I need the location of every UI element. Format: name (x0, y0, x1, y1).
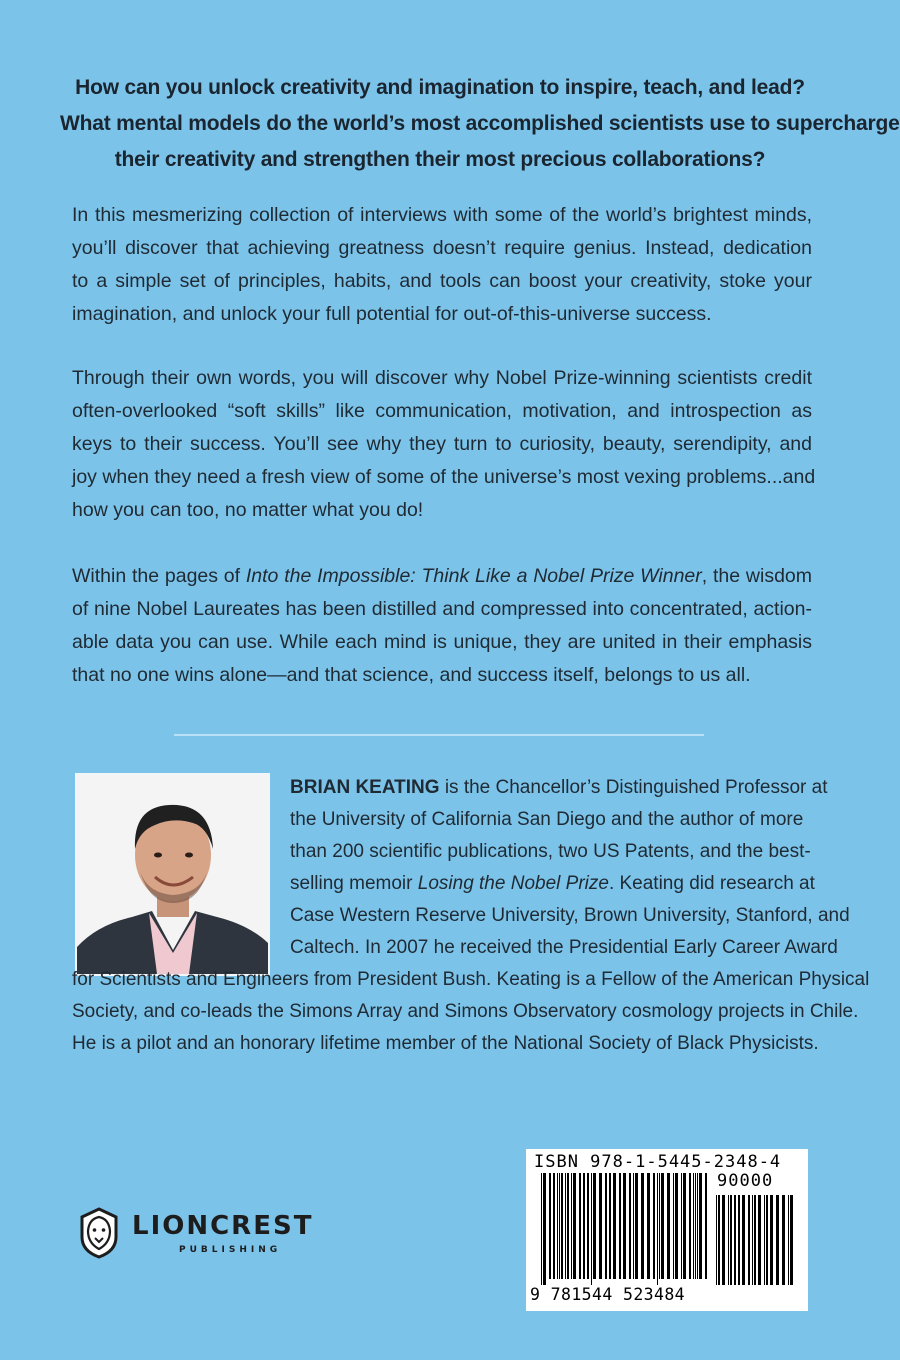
paragraph-intro: In this mesmerizing collection of interviews with some of the world’s brightest minds, you’ll discover that achieving greatness doesn’t require genius. Instead, dedication to a simple set of principles, habits, and tools can boost your creativity, stoke your imagination, and unlock your full potential for out-of-this-universe success. (72, 204, 812, 325)
barcode-bar (782, 1195, 785, 1285)
paragraph-laureates: Within the pages of Into the Impossible: Think Like a Nobel Prize Winner, the wisdom of nine Nobel Laureates has been distilled and compressed into concentrated, action- able data you can use. While each mind is unique, they are united in their emphasis that no one wins alone—and that science, and success itself, belongs to us all. (72, 560, 812, 692)
barcode-bar (609, 1173, 611, 1279)
barcode-bar (693, 1173, 694, 1279)
barcode-bar (553, 1173, 555, 1279)
barcode-bar (657, 1173, 658, 1285)
barcode-bar (571, 1173, 572, 1279)
hook-line-2: What mental models do the world’s most accomplished scientists use to supercharge (60, 112, 900, 135)
publisher-subtitle: PUBLISHING (179, 1245, 282, 1255)
barcode-bar (541, 1173, 542, 1285)
p3-first-line: Within the pages of Into the Impossible: Think Like a Nobel Prize Winner, the wisdom (72, 565, 812, 587)
barcode-bar (593, 1173, 596, 1279)
barcode-bar (613, 1173, 616, 1279)
barcode-bar (605, 1173, 607, 1279)
barcode-bar (734, 1195, 736, 1285)
barcode-bars (541, 1173, 711, 1285)
barcode-bar (583, 1173, 585, 1279)
barcode-bar (754, 1195, 756, 1285)
section-divider (174, 734, 704, 736)
barcode-bar (681, 1173, 682, 1279)
barcode-bar (748, 1195, 750, 1285)
barcode-bar (667, 1173, 670, 1279)
barcode-bar (752, 1195, 753, 1285)
barcode-bar (764, 1195, 765, 1285)
barcode-bar (633, 1173, 634, 1279)
barcode-bar (549, 1173, 551, 1279)
barcode-bar (673, 1173, 674, 1279)
barcode-bar (623, 1173, 626, 1279)
barcode-bar (543, 1173, 546, 1285)
barcode-bar (722, 1195, 725, 1285)
isbn-number: ISBN 978-1-5445-2348-4 (534, 1152, 782, 1172)
barcode-bar (565, 1173, 566, 1279)
barcode-bar (730, 1195, 732, 1285)
barcode-bar (559, 1173, 560, 1279)
barcode-bar (591, 1173, 592, 1285)
barcode-bar (766, 1195, 768, 1285)
author-name: BRIAN KEATING (290, 777, 440, 798)
barcode-addon-bars (716, 1195, 798, 1285)
barcode-bar (695, 1173, 696, 1279)
barcode-bar (567, 1173, 569, 1279)
author-bio: BRIAN KEATING is the Chancellor’s Distinguished Professor at the University of California San Diego and the author of more than 200 scientific publications, two US Patents, and the best- selling memoir Losing the Nobel Prize. Keating did research at Case Western Reserve University, Brown University, Stanford, and Caltech. In 2007 he received the Presidential Early Career Award for Scientists and Engineers from President Bush. Keating is a Fellow of the American Physical Society, and co-leads the Simons Array and Simons Observatory cosmology projects in Chile. He is a pilot and an honorary lifetime member of the National Society of Black Physicists. (72, 772, 810, 1060)
barcode-bar (587, 1173, 589, 1279)
paragraph-soft-skills: Through their own words, you will discover why Nobel Prize-winning scientists credit often-overlooked “soft skills” like communication, motivation, and introspection as keys to their success. You’ll see why they turn to curiosity, beauty, serendipity, and joy when they need a fresh view of some of the universe’s most vexing problems...and how you can too, no matter what you do! (72, 367, 816, 521)
barcode-bar (728, 1195, 729, 1285)
bio-line-1: BRIAN KEATING is the Chancellor’s Distinguished Professor at (290, 777, 828, 798)
barcode-bar (705, 1173, 707, 1279)
barcode-bar (619, 1173, 621, 1279)
barcode-bar (629, 1173, 631, 1279)
bio-line-4: selling memoir Losing the Nobel Prize. Keating did research at (290, 873, 815, 894)
hook-questions (60, 70, 900, 178)
memoir-title: Losing the Nobel Prize (417, 873, 609, 894)
barcode-bar (790, 1195, 793, 1285)
barcode-bar (653, 1173, 655, 1279)
barcode-bar (647, 1173, 650, 1279)
barcode-bar (557, 1173, 558, 1279)
barcode-bar (718, 1195, 720, 1285)
hook-line-3: their creativity and strengthen their most precious collaborations? (114, 148, 766, 171)
hook-line-1: How can you unlock creativity and imagination to inspire, teach, and lead? (75, 76, 805, 99)
barcode-bar (776, 1195, 779, 1285)
barcode-bar (699, 1173, 702, 1279)
barcode-bar (573, 1173, 576, 1279)
barcode-bar (661, 1173, 664, 1279)
barcode-bar (675, 1173, 678, 1279)
publisher-logo (78, 1207, 378, 1267)
barcode-bar (641, 1173, 644, 1279)
price-code: 90000 (717, 1171, 774, 1191)
barcode-bar (561, 1173, 563, 1279)
barcode-bar (788, 1195, 789, 1285)
barcode-bar (579, 1173, 581, 1279)
barcode-bar (738, 1195, 740, 1285)
barcode-bar (683, 1173, 686, 1279)
publisher-name: LIONCREST (132, 1211, 314, 1241)
barcode-bar (770, 1195, 773, 1285)
barcode-bar (742, 1195, 745, 1285)
barcode-bar (689, 1173, 691, 1279)
barcode-bar (659, 1173, 660, 1279)
barcode-bar (716, 1195, 717, 1285)
barcode-bar (635, 1173, 638, 1279)
isbn-barcode (526, 1149, 808, 1311)
lion-icon (78, 1207, 120, 1259)
barcode-bar (599, 1173, 602, 1279)
barcode-bar (697, 1173, 698, 1279)
barcode-bar (758, 1195, 761, 1285)
book-title: Into the Impossible: Think Like a Nobel Prize Winner (245, 565, 702, 587)
barcode-digits: 9 781544 523484 (530, 1285, 686, 1304)
